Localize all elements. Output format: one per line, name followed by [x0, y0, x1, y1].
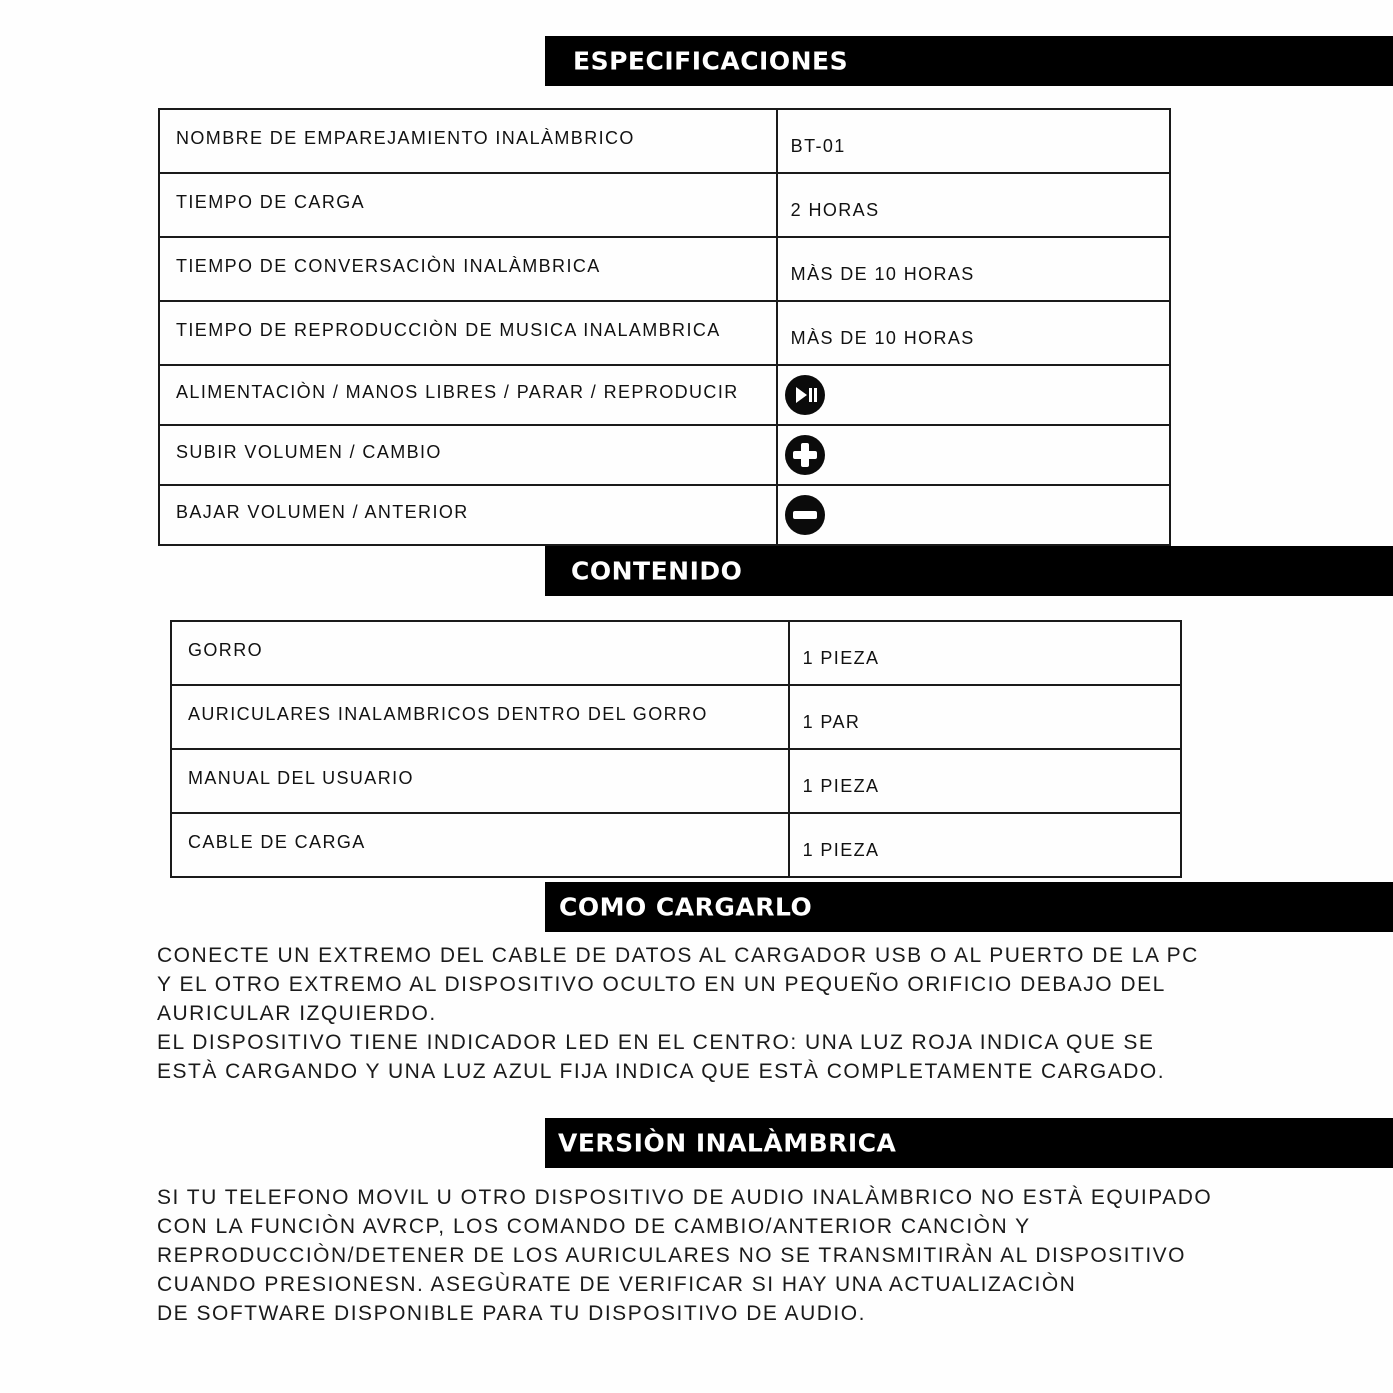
specs-table	[158, 108, 1171, 546]
spec-label: SUBIR VOLUMEN / CAMBIO	[159, 425, 777, 485]
wireless-line: REPRODUCCIÒN/DETENER DE LOS AURICULARES NO SE TRANSMITIRÀN AL DISPOSITIVO	[157, 1244, 1187, 1267]
spec-label: TIEMPO DE REPRODUCCIÒN DE MUSICA INALAMBRICA	[159, 301, 777, 365]
table-row	[171, 685, 1181, 749]
wireless-line: CON LA FUNCIÒN AVRCP, LOS COMANDO DE CAMBIO/ANTERIOR CANCIÒN Y	[157, 1215, 1031, 1238]
wireless-line: CUANDO PRESIONESN. ASEGÙRATE DE VERIFICAR SI HAY UNA ACTUALIZACIÒN	[157, 1273, 1077, 1296]
specs-header	[545, 36, 1393, 86]
contents-table	[170, 620, 1182, 878]
charge-line: Y EL OTRO EXTREMO AL DISPOSITIVO OCULTO EN UN PEQUEÑO ORIFICIO DEBAJO DEL	[157, 973, 1166, 996]
charge-line: AURICULAR IZQUIERDO.	[157, 1002, 437, 1025]
wireless-line: DE SOFTWARE DISPONIBLE PARA TU DISPOSITIVO DE AUDIO.	[157, 1302, 866, 1325]
table-row	[159, 365, 1170, 425]
spec-icon-cell	[777, 365, 1170, 425]
spec-icon-cell	[777, 425, 1170, 485]
table-row	[159, 301, 1170, 365]
table-row	[159, 109, 1170, 173]
content-item: GORRO	[171, 621, 789, 685]
table-row	[159, 485, 1170, 545]
contents-header	[545, 546, 1393, 596]
table-row	[171, 749, 1181, 813]
wireless-paragraph	[157, 1183, 1212, 1328]
spec-value: BT-01	[777, 109, 1170, 173]
content-qty: 1 PIEZA	[789, 749, 1181, 813]
spec-value: 2 HORAS	[777, 173, 1170, 237]
contents-title: CONTENIDO	[571, 556, 743, 586]
content-qty: 1 PIEZA	[789, 813, 1181, 877]
content-item: CABLE DE CARGA	[171, 813, 789, 877]
spec-label: TIEMPO DE CONVERSACIÒN INALÀMBRICA	[159, 237, 777, 301]
spec-label: BAJAR VOLUMEN / ANTERIOR	[159, 485, 777, 545]
minus-icon	[785, 495, 825, 535]
content-item: AURICULARES INALAMBRICOS DENTRO DEL GORRO	[171, 685, 789, 749]
charge-paragraph	[157, 941, 1199, 1086]
wireless-header	[545, 1118, 1393, 1168]
plus-icon	[785, 435, 825, 475]
spec-value: MÀS DE 10 HORAS	[777, 301, 1170, 365]
charge-header	[545, 882, 1393, 932]
spec-label: NOMBRE DE EMPAREJAMIENTO INALÀMBRICO	[159, 109, 777, 173]
content-qty: 1 PIEZA	[789, 621, 1181, 685]
content-qty: 1 PAR	[789, 685, 1181, 749]
table-row	[171, 813, 1181, 877]
spec-label: ALIMENTACIÒN / MANOS LIBRES / PARAR / REPRODUCIR	[159, 365, 777, 425]
spec-icon-cell	[777, 485, 1170, 545]
table-row	[159, 425, 1170, 485]
wireless-line: SI TU TELEFONO MOVIL U OTRO DISPOSITIVO DE AUDIO INALÀMBRICO NO ESTÀ EQUIPADO	[157, 1186, 1213, 1209]
charge-line: EL DISPOSITIVO TIENE INDICADOR LED EN EL CENTRO: UNA LUZ ROJA INDICA QUE SE	[157, 1031, 1155, 1054]
play-pause-icon	[785, 375, 825, 415]
spec-label: TIEMPO DE CARGA	[159, 173, 777, 237]
spec-value: MÀS DE 10 HORAS	[777, 237, 1170, 301]
table-row	[171, 621, 1181, 685]
charge-line: CONECTE UN EXTREMO DEL CABLE DE DATOS AL CARGADOR USB O AL PUERTO DE LA PC	[157, 944, 1199, 967]
table-row	[159, 237, 1170, 301]
wireless-title: VERSIÒN INALÀMBRICA	[558, 1128, 897, 1158]
charge-line: ESTÀ CARGANDO Y UNA LUZ AZUL FIJA INDICA QUE ESTÀ COMPLETAMENTE CARGADO.	[157, 1060, 1166, 1083]
specs-title: ESPECIFICACIONES	[573, 46, 849, 76]
charge-title: COMO CARGARLO	[559, 892, 813, 922]
content-item: MANUAL DEL USUARIO	[171, 749, 789, 813]
table-row	[159, 173, 1170, 237]
